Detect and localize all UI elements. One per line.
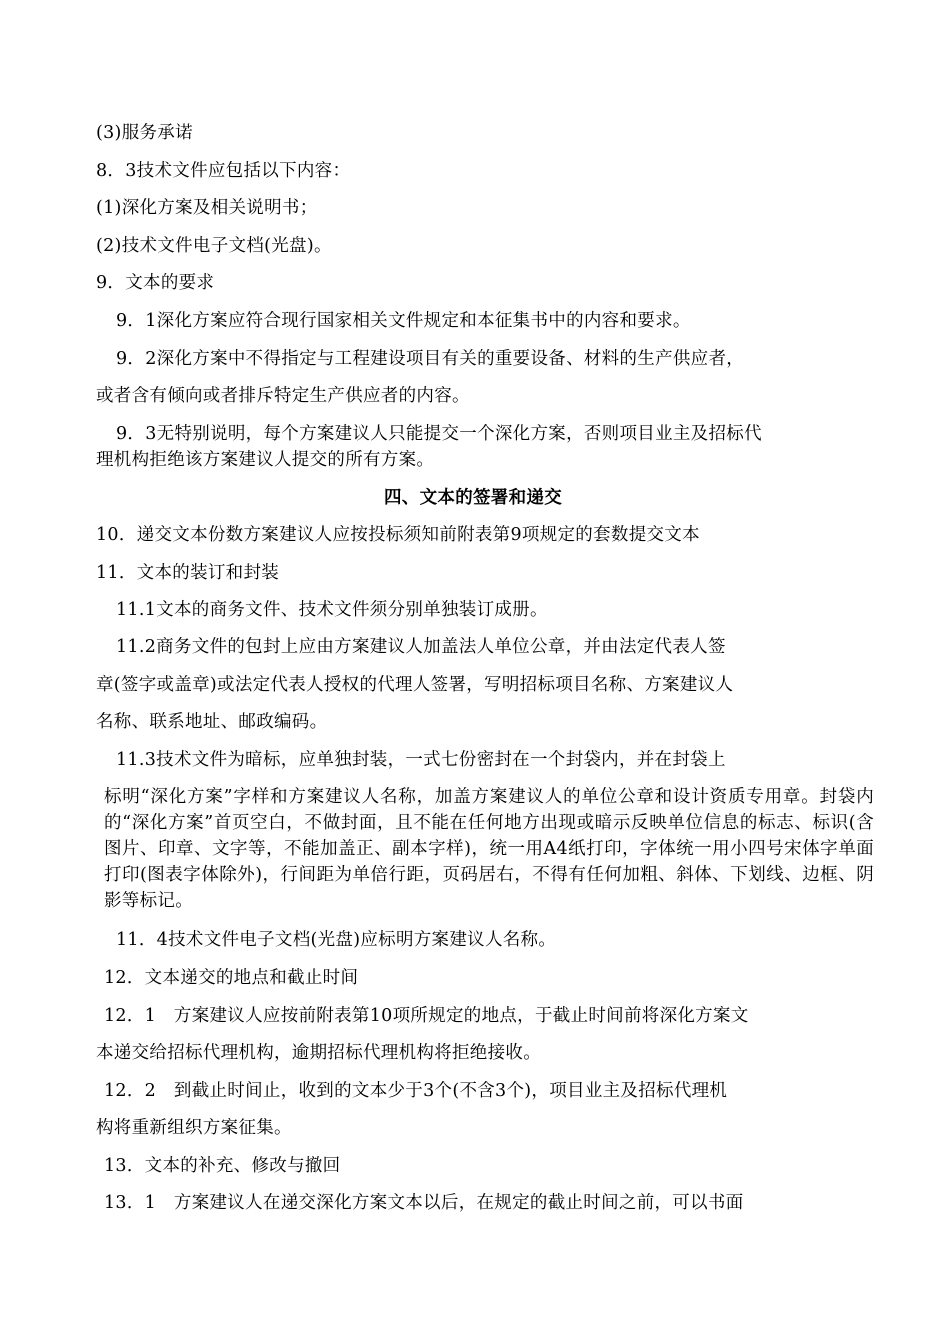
text-line: 本递交给招标代理机构，逾期招标代理机构将拒绝接收。 <box>96 1043 541 1063</box>
text-line: 9．1深化方案应符合现行国家相关文件规定和本征集书中的内容和要求。 <box>116 311 691 331</box>
text-line: 8．3技术文件应包括以下内容： <box>96 161 351 181</box>
text-line: 11.1文本的商务文件、技术文件须分别单独装订成册。 <box>116 600 548 620</box>
text-line: (1)深化方案及相关说明书； <box>96 198 318 218</box>
text-line: 构将重新组织方案征集。 <box>96 1118 292 1138</box>
text-line: 章(签字或盖章)或法定代表人授权的代理人签署，写明招标项目名称、方案建议人 <box>96 675 734 695</box>
text-line: 理机构拒绝该方案建议人提交的所有方案。 <box>96 450 435 470</box>
text-line: 9．文本的要求 <box>96 273 215 293</box>
text-line: (3)服务承诺 <box>96 123 193 143</box>
text-line: 11．4技术文件电子文档(光盘)应标明方案建议人名称。 <box>116 930 557 950</box>
text-line: 11．文本的装订和封装 <box>96 563 280 583</box>
text-line: 10．递交文本份数方案建议人应按投标须知前附表第9项规定的套数提交文本 <box>96 525 700 545</box>
text-line: 11.3技术文件为暗标，应单独封装，一式七份密封在一个封袋内，并在封袋上 <box>116 750 726 770</box>
text-line: 名称、联系地址、邮政编码。 <box>96 712 328 732</box>
text-line: 9．3无特别说明，每个方案建议人只能提交一个深化方案，否则项目业主及招标代 <box>116 424 762 444</box>
text-line: 12．文本递交的地点和截止时间 <box>104 968 359 988</box>
text-line: 12．1 方案建议人应按前附表第10项所规定的地点，于截止时间前将深化方案文 <box>104 1006 749 1026</box>
text-line: 9．2深化方案中不得指定与工程建设项目有关的重要设备、材料的生产供应者， <box>116 349 745 369</box>
section-title: 四、文本的签署和递交 <box>384 488 562 508</box>
text-line: (2)技术文件电子文档(光盘)。 <box>96 236 332 256</box>
text-line: 12．2 到截止时间止，收到的文本少于3个(不含3个)，项目业主及招标代理机 <box>104 1081 728 1101</box>
text-line: 或者含有倾向或者排斥特定生产供应者的内容。 <box>96 386 470 406</box>
paragraph-block: 标明“深化方案”字样和方案建议人名称，加盖方案建议人的单位公章和设计资质专用章。封袋内的“深化方案”首页空白，不做封面，且不能在任何地方出现或暗示反映单位信息的标志、标识(含图片、印章、文字等，不能加盖正、副本字样)，统一用A4纸打印，字体统一用小四号宋体字单面打印(图表字体除外)，行间距为单倍行距，页码居右，不得有任何加粗、斜体、下划线、边框、阴影等标记。 <box>104 787 874 911</box>
text-line: 13．文本的补充、修改与撤回 <box>104 1156 341 1176</box>
text-line: 11.2商务文件的包封上应由方案建议人加盖法人单位公章，并由法定代表人签 <box>116 637 726 657</box>
text-line: 13．1 方案建议人在递交深化方案文本以后，在规定的截止时间之前，可以书面 <box>104 1193 744 1213</box>
